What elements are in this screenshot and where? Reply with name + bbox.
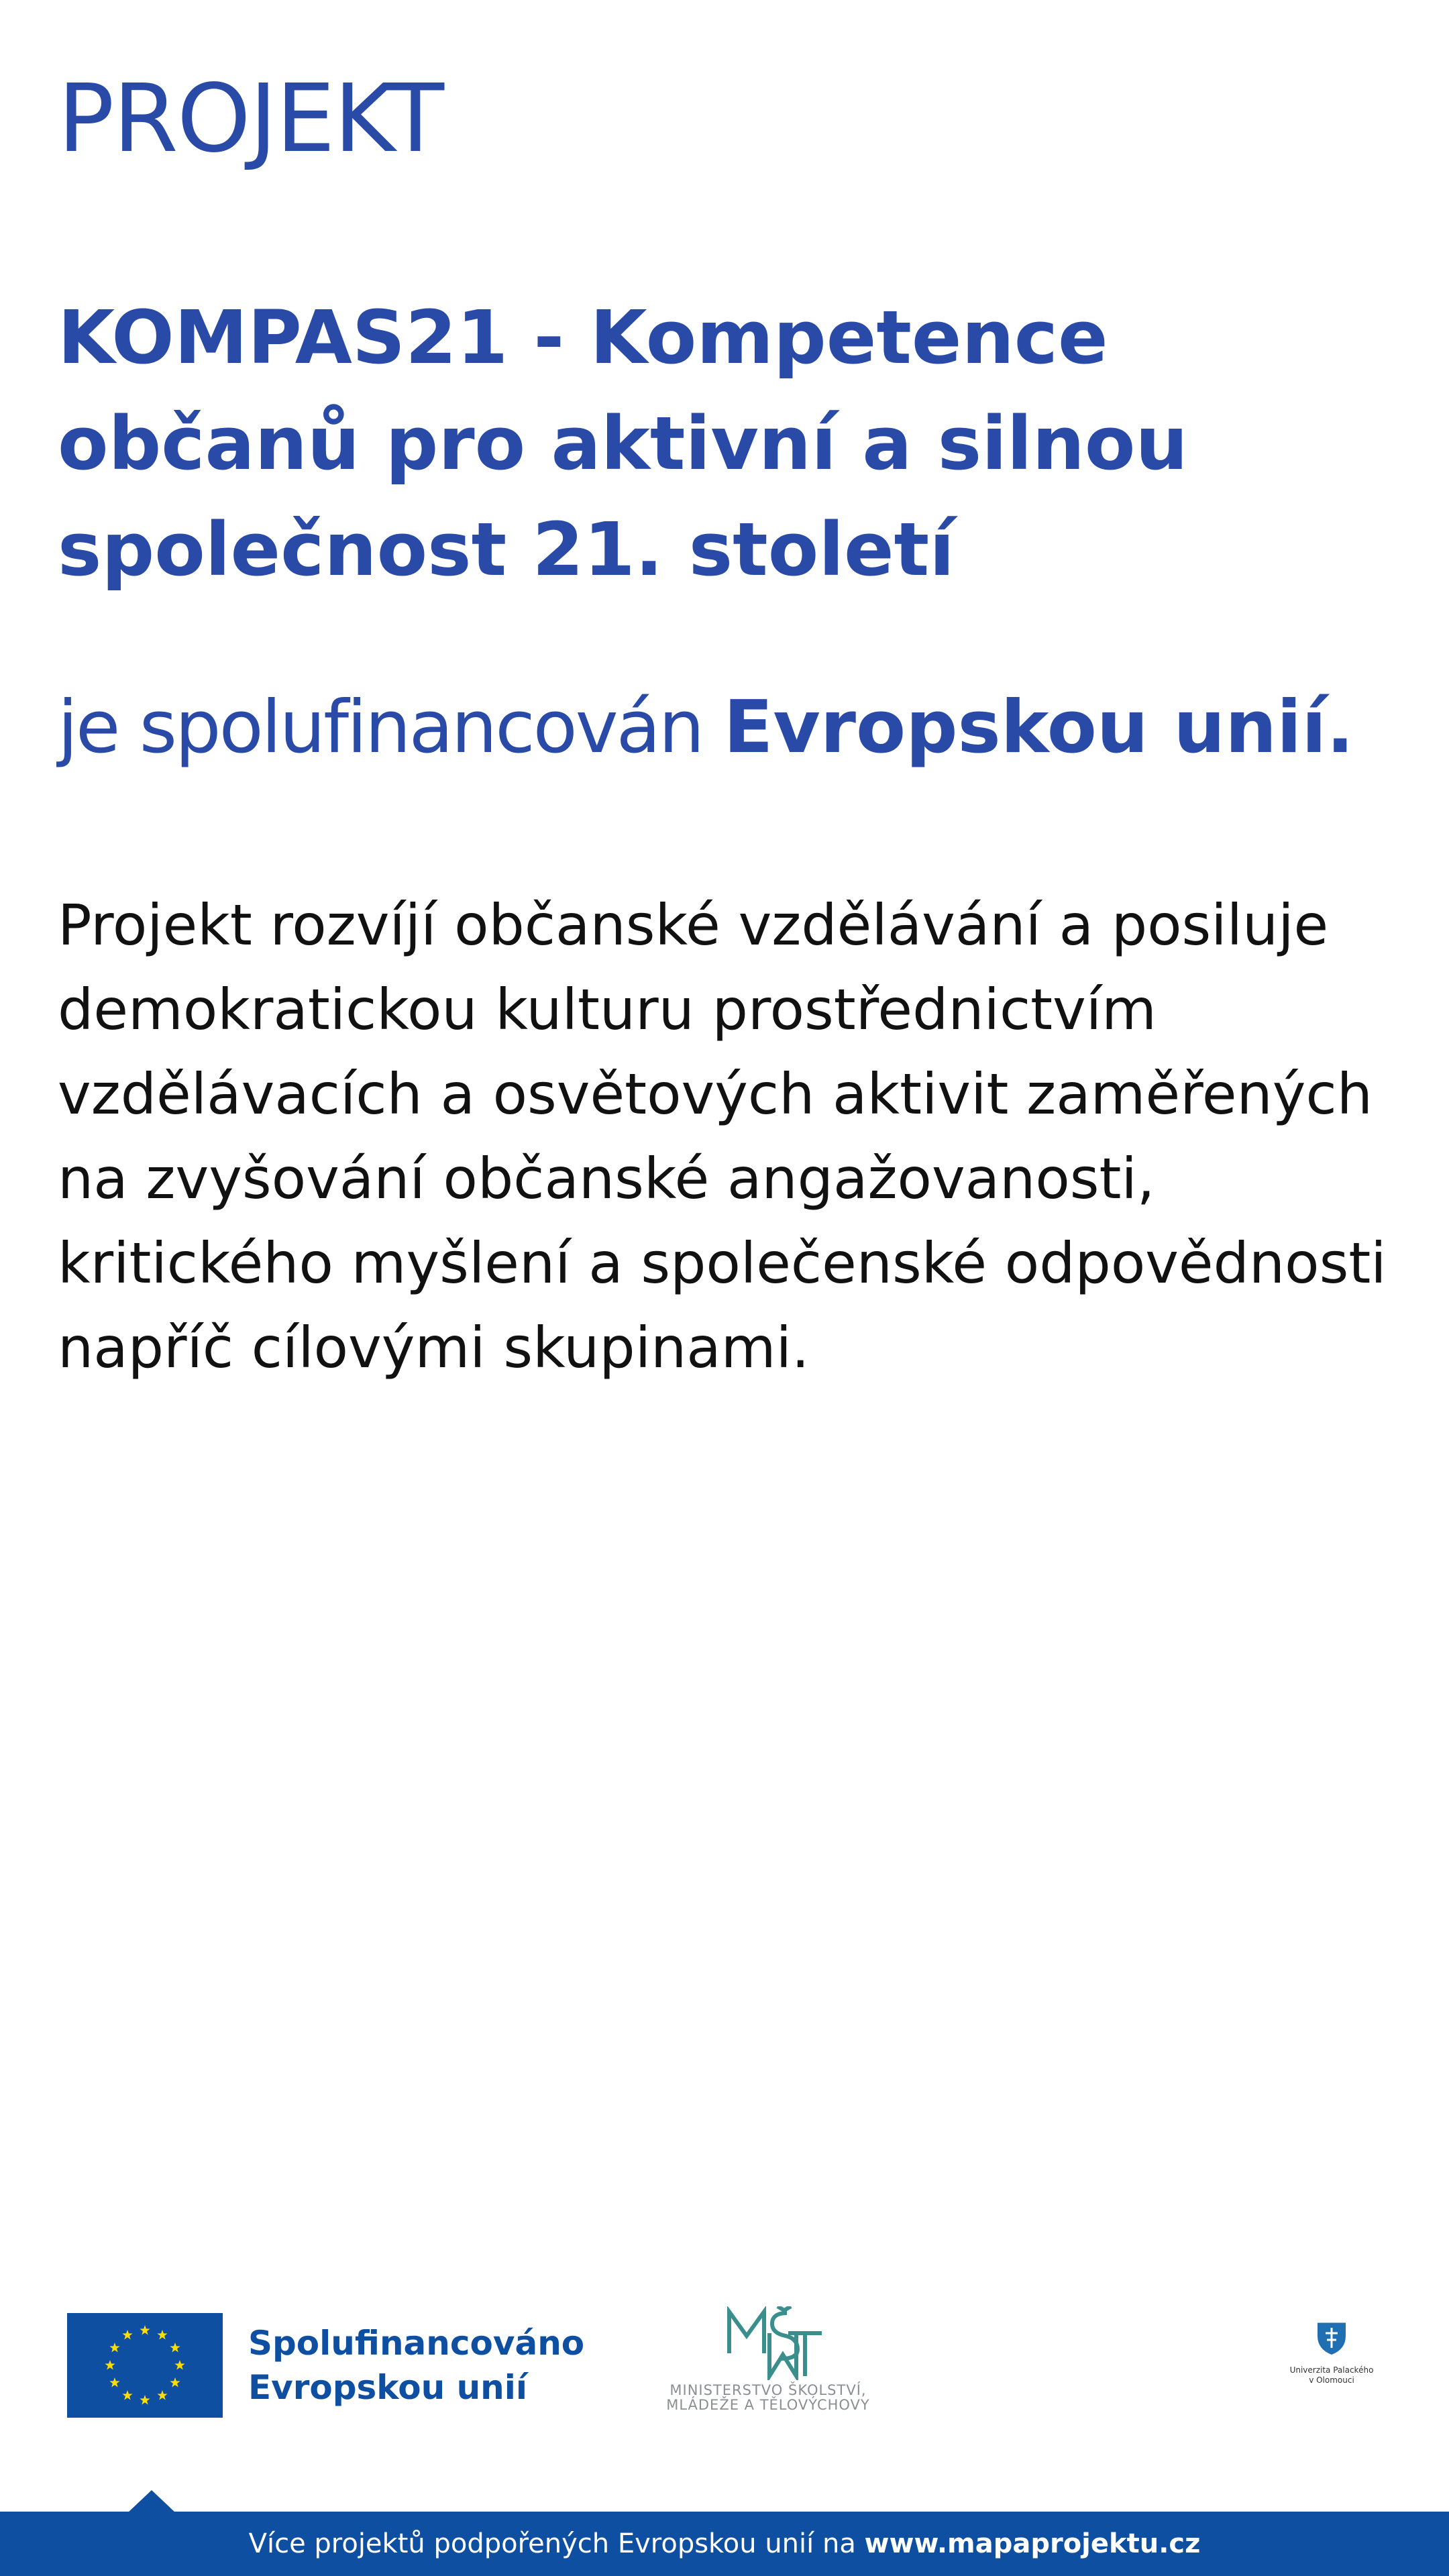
upol-name-line-2: v Olomouci [1309,2375,1354,2385]
logo-strip [0,2294,1449,2428]
upol-shield-icon [1315,2321,1348,2356]
footer-link[interactable]: www.mapaprojektu.cz [864,2528,1201,2559]
cofinancing-prefix: je spolufinancován [58,686,724,769]
cofinancing-emphasis: Evropskou unií. [723,686,1354,769]
footer-bar [0,2512,1449,2576]
upol-name-line-1: Univerzita Palackého [1289,2365,1374,2375]
msmt-name-line-1: MINISTERSTVO ŠKOLSTVÍ, [669,2382,867,2398]
msmt-name-line-2: MLÁDEŽE A TĚLOVÝCHOVY [666,2397,870,2413]
poster-heading: PROJEKT [58,64,443,174]
eu-cofunded-logo [67,2313,584,2418]
eu-cofunded-line-2: Evropskou unií [248,2368,528,2407]
msmt-name [654,2383,882,2412]
upol-logo [1275,2321,1389,2385]
project-description: Projekt rozvíjí občanské vzdělávání a posiluje demokratickou kulturu prostřednictvím vzdělávacích a osvětových aktivit zaměřených na zvyšování občanské angažovanosti, kritického myšlení a společenské odpovědnosti napříč cílovými skupinami. [58,892,1387,1381]
msmt-logo [654,2306,882,2420]
eu-flag-icon [67,2313,223,2418]
eu-cofunded-text [248,2321,584,2410]
footer-text: Více projektů podpořených Evropskou unií na [248,2528,865,2559]
project-title: KOMPAS21 - Kompetence občanů pro aktivní a silnou společnost 21. století [58,294,1188,592]
upol-name [1275,2365,1389,2385]
msmt-mark-icon [708,2306,828,2380]
cofinancing-statement [58,678,1354,778]
eu-cofunded-line-1: Spolufinancováno [248,2324,585,2363]
footer-notch [127,2490,176,2513]
